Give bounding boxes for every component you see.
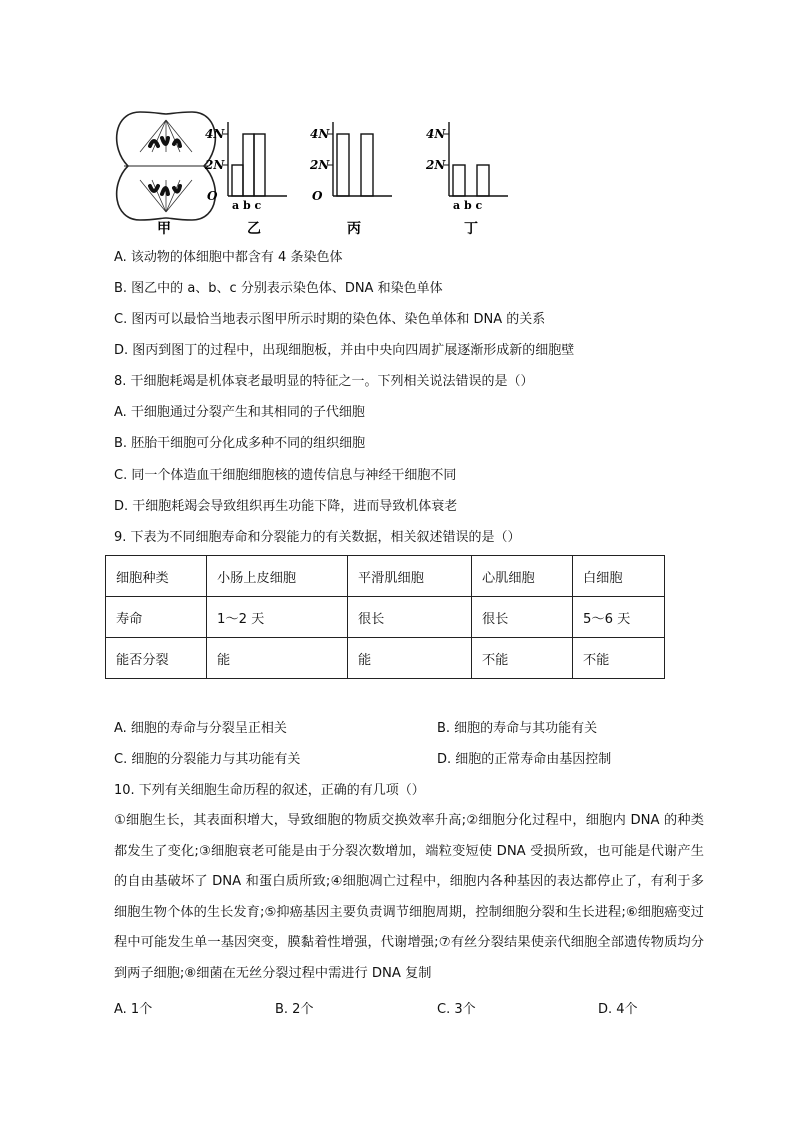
table-row: [106, 638, 665, 679]
bar-bing-0: [337, 134, 349, 196]
table-cell: 寿命: [106, 597, 207, 638]
table-cell: 不能: [573, 638, 665, 679]
label-ding: 丁: [464, 221, 478, 236]
q9-option-c: C. 细胞的分裂能力与其功能有关: [114, 752, 301, 767]
table-cell: 心肌细胞: [472, 556, 573, 597]
label-bing: 丙: [347, 221, 361, 236]
q10-option-a: A. 1个: [114, 1002, 153, 1017]
axis-4n-ding: 4N: [426, 127, 446, 141]
axis-2n-bing: 2N: [310, 158, 330, 172]
table-cell: 很长: [472, 597, 573, 638]
q7-option-d: D. 图丙到图丁的过程中，出现细胞板，并由中央向四周扩展逐渐形成新的细胞壁: [114, 343, 575, 358]
bar-ding-2: [477, 165, 489, 196]
q9-option-a: A. 细胞的寿命与分裂呈正相关: [114, 721, 287, 736]
bar-chart-bing: [309, 122, 392, 203]
q8-option-a: A. 干细胞通过分裂产生和其相同的子代细胞: [114, 405, 365, 420]
table-cell: 细胞种类: [106, 556, 207, 597]
label-yi: 乙: [247, 221, 261, 236]
table-cell: 白细胞: [573, 556, 665, 597]
table-cell: 很长: [348, 597, 472, 638]
q10-option-d: D. 4个: [598, 1002, 638, 1017]
q9-stem: 9. 下表为不同细胞寿命和分裂能力的有关数据，相关叙述错误的是（）: [114, 530, 521, 545]
q10-stem: 10. 下列有关细胞生命历程的叙述，正确的有几项（）: [114, 783, 425, 798]
table-cell: 平滑肌细胞: [348, 556, 472, 597]
table-cell: 不能: [472, 638, 573, 679]
axis-2n-ding: 2N: [426, 158, 446, 172]
q10-option-c: C. 3个: [437, 1002, 476, 1017]
bar-yi-2: [254, 134, 265, 196]
q8-option-d: D. 干细胞耗竭会导致组织再生功能下降，进而导致机体衰老: [114, 499, 458, 514]
bar-letters-yi: a b c: [232, 199, 262, 212]
table-cell: 能: [207, 638, 348, 679]
table-cell: 能: [348, 638, 472, 679]
q10-body: ①细胞生长，其表面积增大，导致细胞的物质交换效率升高;②细胞分化过程中，细胞内 DNA 的种类都发生了变化;③细胞衰老可能是由于分裂次数增加，端粒变短使 DNA 受损所致，也可能是代谢产生的自由基破坏了 DNA 和蛋白质所致;④细胞凋亡过程中，细胞内各种基因的表达都停止了，有利于多细胞生物个体的生长发育;⑤抑癌基因主要负责调节细胞周期，控制细胞分裂和生长进程;⑥细胞癌变过程中可能发生单一基因突变，膜黏着性增强，代谢增强;⑦有丝分裂结果使亲代细胞全部遗传物质均分到两子细胞;⑧细菌在无丝分裂过程中需进行 DNA 复制: [114, 813, 704, 981]
q8-stem: 8. 干细胞耗竭是机体衰老最明显的特征之一。下列相关说法错误的是（）: [114, 374, 534, 389]
q7-option-a: A. 该动物的体细胞中都含有 4 条染色体: [114, 250, 343, 265]
axis-2n-yi: 2N: [205, 158, 225, 172]
q9-option-d: D. 细胞的正常寿命由基因控制: [437, 752, 612, 767]
label-jia: 甲: [157, 221, 171, 236]
cell-diagram-jia: [117, 112, 216, 220]
table-cell: 能否分裂: [106, 638, 207, 679]
axis-4n-yi: 4N: [205, 127, 225, 141]
bar-yi-1: [243, 134, 254, 196]
q7-option-b: B. 图乙中的 a、b、c 分别表示染色体、DNA 和染色单体: [114, 281, 443, 296]
axis-origin-yi: O: [207, 189, 218, 203]
table-cell: 5～6 天: [573, 597, 665, 638]
bar-yi-0: [232, 165, 243, 196]
q9-option-b: B. 细胞的寿命与其功能有关: [437, 721, 598, 736]
cell-division-figure: [110, 108, 530, 236]
q8-option-c: C. 同一个体造血干细胞细胞核的遗传信息与神经干细胞不同: [114, 468, 457, 483]
q10-option-b: B. 2个: [275, 1002, 314, 1017]
table-row: [106, 597, 665, 638]
q8-option-b: B. 胚胎干细胞可分化成多种不同的组织细胞: [114, 436, 366, 451]
table-cell: 1～2 天: [207, 597, 348, 638]
bar-bing-2: [361, 134, 373, 196]
q7-option-c: C. 图丙可以最恰当地表示图甲所示时期的染色体、染色单体和 DNA 的关系: [114, 312, 546, 327]
table-header-row: [106, 556, 665, 597]
cell-data-table: [105, 555, 665, 679]
bar-ding-0: [453, 165, 465, 196]
axis-4n-bing: 4N: [310, 127, 330, 141]
axis-origin-bing: O: [312, 189, 323, 203]
bar-letters-ding: a b c: [453, 199, 483, 212]
bar-chart-ding: [425, 122, 508, 212]
bar-chart-yi: [204, 122, 287, 212]
table-cell: 小肠上皮细胞: [207, 556, 348, 597]
